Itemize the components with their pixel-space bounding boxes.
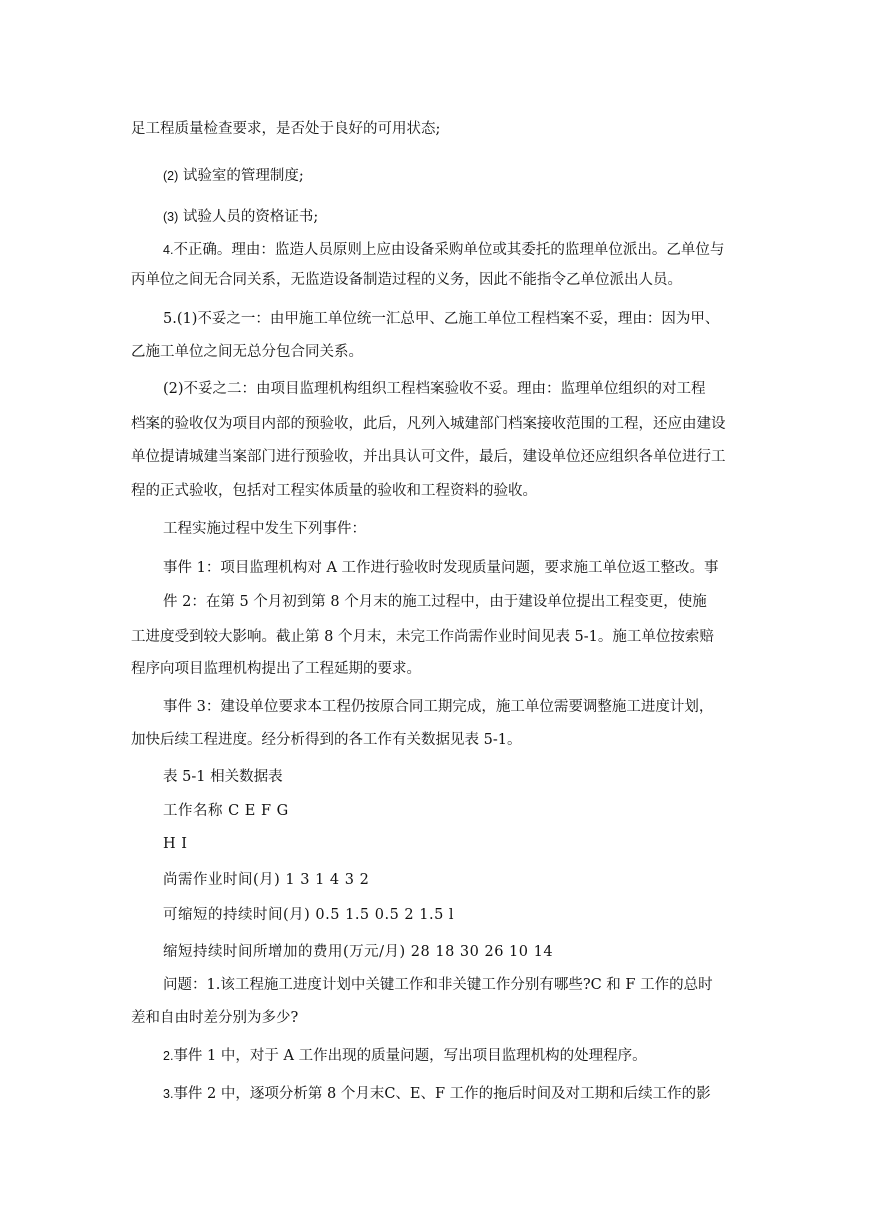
table-caption: 表 5-1 相关数据表 <box>163 769 283 785</box>
text-line: 加快后续工程进度。经分析得到的各工作有关数据见表 5-1。 <box>131 732 522 748</box>
text-line: 程序向项目监理机构提出了工程延期的要求。 <box>131 661 421 677</box>
text-line: 丙单位之间无合同关系，无监造设备制造过程的义务，因此不能指令乙单位派出人员。 <box>131 272 682 288</box>
text-line: 件 2：在第 5 个月初到第 8 个月末的施工过程中，由于建设单位提出工程变更，使施 <box>163 594 707 610</box>
question-line: 差和自由时差分别为多少? <box>131 1010 299 1026</box>
text-line: 事件 3：建设单位要求本工程仍按原合同工期完成，施工单位需要调整施工进度计划， <box>163 699 714 715</box>
question-line: 2.事件 1 中，对于 A 工作出现的质量问题，写出项目监理机构的处理程序。 <box>163 1048 647 1064</box>
text-line: 单位提请城建当案部门进行预验收，并出具认可文件，最后，建设单位还应组织各单位进行工 <box>131 449 726 465</box>
text-line: (2) 试验室的管理制度; <box>163 168 304 184</box>
text-line: 4.不正确。理由：监造人员原则上应由设备采购单位或其委托的监理单位派出。乙单位与 <box>163 242 725 258</box>
text-line: 5.(1)不妥之一：由甲施工单位统一汇总甲、乙施工单位工程档案不妥，理由：因为甲、 <box>163 311 720 327</box>
text-line: 档案的验收仅为项目内部的预验收，此后，凡列入城建部门档案接收范围的工程，还应由建设 <box>131 416 726 432</box>
table-data-row: 可缩短的持续时间(月) 0.5 1.5 0.5 2 1.5 l <box>163 907 455 923</box>
text-line: (3) 试验人员的资格证书; <box>163 209 319 225</box>
question-line: 问题：1.该工程施工进度计划中关键工作和非关键工作分别有哪些?C 和 F 工作的总时 <box>163 977 713 993</box>
text-line: 工进度受到较大影响。截止第 8 个月末，未完工作尚需作业时间见表 5-1。施工单位按索赔 <box>131 629 714 645</box>
text-line: 工程实施过程中发生下列事件： <box>163 521 366 537</box>
table-data-row: 缩短持续时间所增加的费用(万元/月) 28 18 30 26 10 14 <box>163 944 554 960</box>
table-data-row: 尚需作业时间(月) 1 3 1 4 3 2 <box>163 872 370 888</box>
table-header-row: 工作名称 C E F G <box>163 803 289 819</box>
text-line: 事件 1：项目监理机构对 A 工作进行验收时发现质量问题，要求施工单位返工整改。事 <box>163 560 719 576</box>
table-header-row: H I <box>163 836 188 852</box>
text-line: 足工程质量检查要求，是否处于良好的可用状态; <box>131 121 441 137</box>
text-line: (2)不妥之二：由项目监理机构组织工程档案验收不妥。理由：监理单位组织的对工程 <box>163 381 706 397</box>
text-line: 程的正式验收，包括对工程实体质量的验收和工程资料的验收。 <box>131 483 537 499</box>
question-line: 3.事件 2 中，逐项分析第 8 个月末C、E、F 工作的拖后时间及对工期和后续工作的影 <box>163 1086 711 1102</box>
text-line: 乙施工单位之间无总分包合同关系。 <box>131 344 363 360</box>
